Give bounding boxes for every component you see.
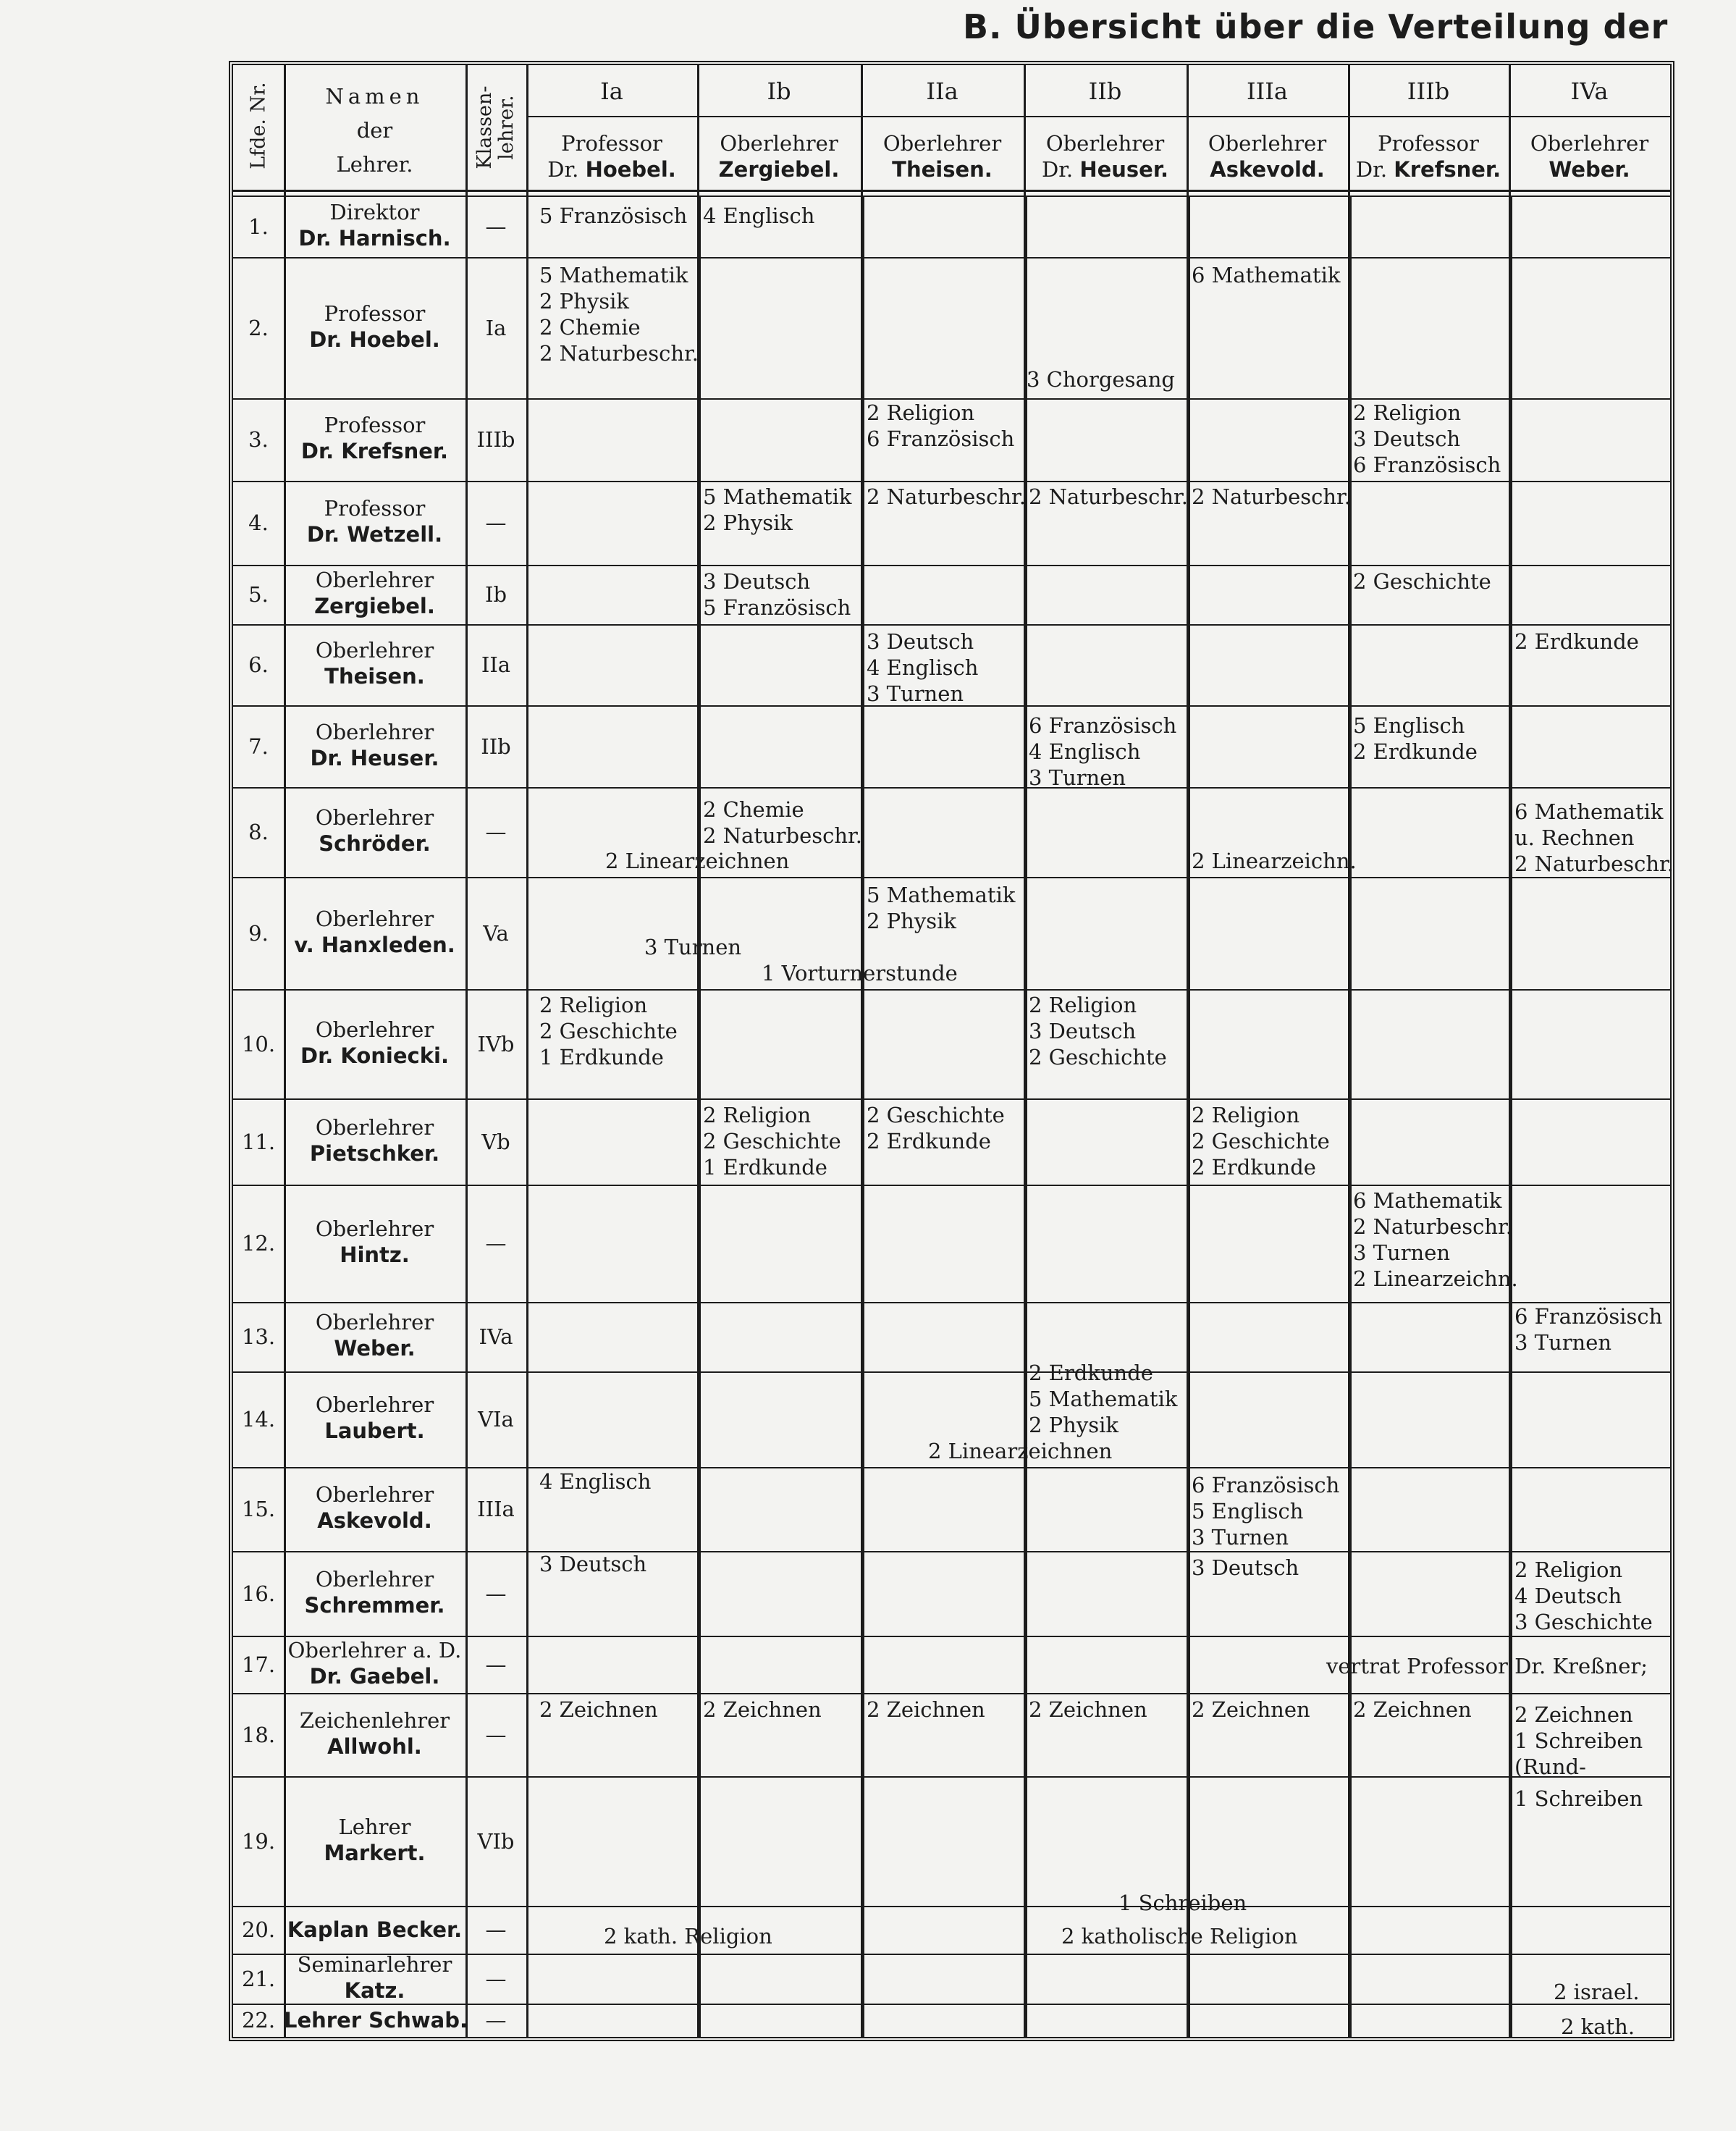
class-teacher-surname: Hoebel. [585,157,676,182]
row-divider [233,787,1670,789]
class-teacher-name [697,156,861,182]
class-teacher-surname: Heuser. [1079,157,1169,182]
row-number: 6. [248,652,269,677]
teacher-name: Laubert. [324,1418,425,1443]
teacher-role: Oberlehrer a. D. [287,1637,462,1663]
class-teacher-role: Oberlehrer [1530,131,1649,156]
teacher-name: Zergiebel. [314,594,435,618]
row-number: 3. [248,427,269,452]
lesson-cell: 2 Zeichnen [1029,1697,1147,1722]
teacher-role: Direktor [329,199,420,224]
spanning-lesson: 3 Turnen [644,935,742,959]
class-teacher-name [1024,156,1187,182]
teacher-role: Lehrer [338,1814,411,1839]
class-teacher-of: IIb [481,734,511,759]
class-teacher-of: IVb [477,1031,515,1056]
column-header-klassenlehrer: Klassen- lehrer. [473,85,518,169]
lesson-cell: 5 Mathematik 2 Physik [867,883,1016,933]
row-number: 17. [241,1652,276,1677]
row-divider [233,1906,1670,1907]
lesson-cell: 2 israel. [1554,1980,1640,2004]
class-teacher-name [1187,156,1348,182]
teacher-role: Oberlehrer [315,1114,434,1140]
class-teacher-of: — [485,1966,507,1991]
class-teacher-title: Dr. [547,157,586,182]
lesson-cell: 2 Zeichnen [539,1697,658,1722]
class-teacher-title: Dr. [1355,157,1394,182]
row-divider [233,257,1670,259]
class-header: IIb [1088,77,1122,105]
class-teacher-of: — [485,1722,507,1747]
lesson-cell: 2 Religion 4 Deutsch 3 Geschichte [1514,1558,1653,1634]
teacher-name: Dr. Harnisch. [298,225,451,251]
lesson-cell: 2 Naturbeschr. [1192,484,1351,509]
class-teacher-of: — [485,1231,507,1256]
teacher-name: Markert. [324,1840,426,1865]
teacher-role: Professor [324,300,426,326]
spanning-lesson: 1 Schreiben [1118,1891,1247,1915]
teacher-name: Dr. Gaebel. [309,1663,440,1689]
class-header: IIIa [1247,77,1288,105]
row-number: 1. [248,214,269,239]
class-teacher-of: Vb [481,1129,510,1154]
column-divider [526,65,528,2037]
page-title: B. Übersicht über die Verteilung der [963,7,1669,46]
lesson-cell: 6 Französisch 4 Englisch 3 Turnen [1029,713,1177,790]
lesson-cell: 5 Mathematik 2 Physik [703,484,852,535]
row-number: 19. [241,1828,276,1854]
teacher-name: Katz. [344,1977,405,2003]
class-teacher-of: IIIa [477,1497,515,1521]
row-number: 7. [248,734,269,759]
row-divider [233,989,1670,991]
class-teacher-of: VIb [477,1828,515,1854]
teacher-name: Hintz. [340,1243,410,1267]
row-number: 14. [241,1407,276,1432]
teacher-name: Askevold. [317,1508,432,1533]
teacher-name: Dr. Heuser. [310,745,439,770]
teacher-role: Oberlehrer [315,719,434,744]
class-header: Ia [600,77,623,105]
class-teacher-role: Professor [561,131,662,156]
class-teacher-of: — [485,510,507,535]
class-teacher-role: Professor [1378,131,1479,156]
lesson-cell: 2 Geschichte 2 Erdkunde [867,1103,1005,1153]
lesson-cell: 2 Zeichnen [1353,1697,1472,1722]
lesson-cell: 2 Religion 3 Deutsch 6 Französisch [1353,400,1501,477]
teacher-name: Schremmer. [304,1592,445,1618]
row-number: 5. [248,582,269,607]
class-teacher-role: Oberlehrer [882,131,1002,156]
lesson-cell: 2 Zeichnen [867,1697,985,1722]
row-divider [233,1467,1670,1468]
spanning-lesson: 1 Vorturnerstunde [762,961,958,985]
class-teacher-surname: Askevold. [1210,157,1325,182]
class-column-divider [697,196,701,2037]
teacher-role: Zeichenlehrer [299,1707,450,1733]
lesson-cell: 4 Englisch [539,1469,652,1494]
class-teacher-of: Ia [485,315,507,340]
row-divider [233,1185,1670,1186]
teacher-role: Oberlehrer [315,1482,434,1507]
row-number: 20. [241,1917,276,1942]
class-teacher-title: Dr. [1041,157,1080,182]
row-number: 11. [241,1129,276,1154]
row-number: 16. [241,1581,276,1606]
class-header: IIIb [1407,77,1450,105]
teacher-role: Seminarlehrer [297,1951,452,1977]
row-number: 13. [241,1324,276,1349]
lesson-cell: 5 Mathematik 2 Physik 2 Chemie 2 Naturbeschr. [539,263,699,366]
lesson-cell: 6 Mathematik u. Rechnen 2 Naturbeschr. [1514,799,1674,876]
lesson-cell: 3 Deutsch [539,1552,647,1576]
teacher-role: Oberlehrer [315,568,434,592]
teacher-name: Lehrer Schwab. [284,2008,468,2033]
lesson-cell: 6 Französisch 5 Englisch 3 Turnen [1192,1473,1340,1550]
class-column-divider [1348,196,1352,2037]
row-number: 2. [248,315,269,340]
teacher-role: Oberlehrer [315,1392,434,1417]
teacher-role: Professor [324,413,426,437]
lesson-cell: 3 Deutsch [1192,1555,1299,1580]
lesson-cell: 2 Erdkunde [1514,629,1639,654]
class-column-divider [1024,196,1027,2037]
teacher-role: Oberlehrer [315,805,434,830]
teacher-role: Oberlehrer [315,638,434,663]
class-teacher-name [1509,156,1670,182]
lesson-cell: 2 Linearzeichn. [1192,849,1357,873]
teacher-role: Oberlehrer [315,1017,434,1042]
lesson-cell: 6 Mathematik 2 Naturbeschr. 3 Turnen 2 Linearzeichn. [1353,1188,1518,1291]
class-teacher-surname: Theisen. [892,157,993,182]
row-divider [233,481,1670,482]
row-divider [233,624,1670,626]
lesson-cell: 5 Französisch [539,203,688,228]
lesson-cell: 2 Erdkunde 5 Mathematik 2 Physik [1029,1361,1178,1437]
teacher-role: Professor [324,496,426,521]
column-header-name: der [356,118,393,143]
teacher-role: Oberlehrer [315,1310,434,1334]
class-teacher-of: — [485,1652,507,1677]
row-divider [233,1776,1670,1778]
class-teacher-of: Ib [484,582,507,607]
lesson-cell: 2 Zeichnen [703,1697,822,1722]
spanning-lesson: 3 Chorgesang [1027,367,1175,392]
lesson-cell: 5 Englisch 2 Erdkunde [1353,713,1478,764]
teacher-name: Dr. Koniecki. [300,1043,449,1068]
class-teacher-surname: Krefsner. [1394,157,1501,182]
lesson-cell: 2 Religion 2 Geschichte 1 Erdkunde [539,993,678,1069]
class-teacher-of: Va [483,920,509,946]
row-number: 15. [241,1497,276,1521]
teacher-role: Oberlehrer [315,1566,434,1592]
class-teacher-name [861,156,1024,182]
class-teacher-name [1348,156,1509,182]
lesson-cell: 6 Mathematik [1192,263,1341,287]
header-divider [233,190,1670,192]
class-teacher-of: IIa [481,652,511,677]
row-number: 9. [248,920,269,946]
lesson-cell: 2 Zeichnen [1192,1697,1310,1722]
lesson-cell: 6 Französisch 3 Turnen [1514,1304,1663,1355]
teacher-role: Oberlehrer [315,906,434,931]
class-teacher-role: Oberlehrer [1045,131,1165,156]
class-teacher-of: IIIb [476,427,515,452]
row-number: 10. [241,1031,276,1056]
row-number: 18. [241,1722,276,1747]
class-header: Ib [767,77,791,105]
spanning-lesson: 2 katholische Religion [1061,1924,1298,1949]
row-divider [233,1551,1670,1552]
lesson-cell: 2 Religion 2 Geschichte 1 Erdkunde [703,1103,841,1180]
row-number: 4. [248,510,269,535]
lesson-cell: 2 Naturbeschr. [867,484,1026,509]
class-teacher-role: Oberlehrer [1208,131,1327,156]
lesson-cell: 1 Schreiben [1514,1786,1643,1811]
teacher-name: Allwohl. [327,1733,422,1759]
spanning-lesson: 2 Linearzeichnen [605,849,790,873]
teacher-name: Theisen. [324,664,425,689]
class-column-divider [1187,196,1190,2037]
teacher-role: Oberlehrer [315,1216,434,1241]
class-header: IVa [1570,77,1609,105]
lesson-cell: 2 Chemie 2 Naturbeschr. [703,797,862,848]
class-teacher-role: Oberlehrer [720,131,838,156]
teacher-name: Weber. [334,1336,416,1361]
lesson-cell: 3 Deutsch 5 Französisch [703,569,851,620]
lesson-cell: 2 Religion 6 Französisch [867,400,1015,451]
lesson-cell: 4 Englisch [703,203,815,228]
row-number: 8. [248,820,269,844]
teacher-name: Kaplan Becker. [287,1917,463,1942]
class-column-divider [1509,196,1512,2037]
teacher-name: Dr. Krefsner. [300,439,449,463]
spanning-lesson: 2 Linearzeichnen [928,1439,1113,1463]
row-divider [233,1693,1670,1694]
lesson-cell: 2 Geschichte [1353,569,1491,594]
class-column-divider [861,196,864,2037]
class-teacher-of: IVa [479,1324,513,1349]
lesson-cell: 2 Naturbeschr. [1029,484,1188,509]
teacher-name: Schröder. [319,831,431,856]
header-divider [233,196,1670,197]
row-number: 12. [241,1231,276,1256]
teacher-name: v. Hanxleden. [294,932,455,957]
class-teacher-surname: Zergiebel. [718,157,840,182]
lesson-cell: 2 kath. [1561,2014,1635,2039]
class-teacher-of: — [485,1917,507,1942]
row-divider [233,1371,1670,1373]
row-number: 22. [241,2008,276,2033]
column-header-name: Lehrer. [336,152,413,177]
teacher-name: Dr. Wetzell. [306,522,443,547]
row-divider [233,1098,1670,1100]
class-teacher-of: VIa [478,1407,514,1432]
class-teacher-of: — [485,2008,507,2033]
row-divider [233,1302,1670,1303]
class-teacher-of: — [485,1581,507,1606]
class-teacher-of: — [485,820,507,844]
row-divider [233,877,1670,878]
row-divider [233,565,1670,566]
teacher-name: Pietschker. [309,1140,440,1166]
teacher-name: Dr. Hoebel. [309,327,440,352]
column-header-name: Namen [325,84,424,109]
class-teacher-name [526,156,697,182]
class-teacher-of: — [485,214,507,239]
lesson-cell: 2 Religion 2 Geschichte 2 Erdkunde [1192,1103,1330,1180]
spanning-lesson: 2 kath. Religion [604,1924,772,1949]
row-divider [233,2004,1670,2005]
lesson-cell: 3 Deutsch 4 Englisch 3 Turnen [867,629,979,706]
lesson-cell: 2 Zeichnen 1 Schreiben (Rund- [1514,1702,1643,1779]
column-header-nr: Lfde. Nr. [247,82,270,169]
spanning-lesson: vertrat Professor Dr. Kreßner; [1326,1654,1648,1678]
row-number: 21. [241,1966,276,1991]
class-header: IIa [926,77,958,105]
class-teacher-surname: Weber. [1549,157,1630,182]
lesson-cell: 2 Religion 3 Deutsch 2 Geschichte [1029,993,1167,1069]
